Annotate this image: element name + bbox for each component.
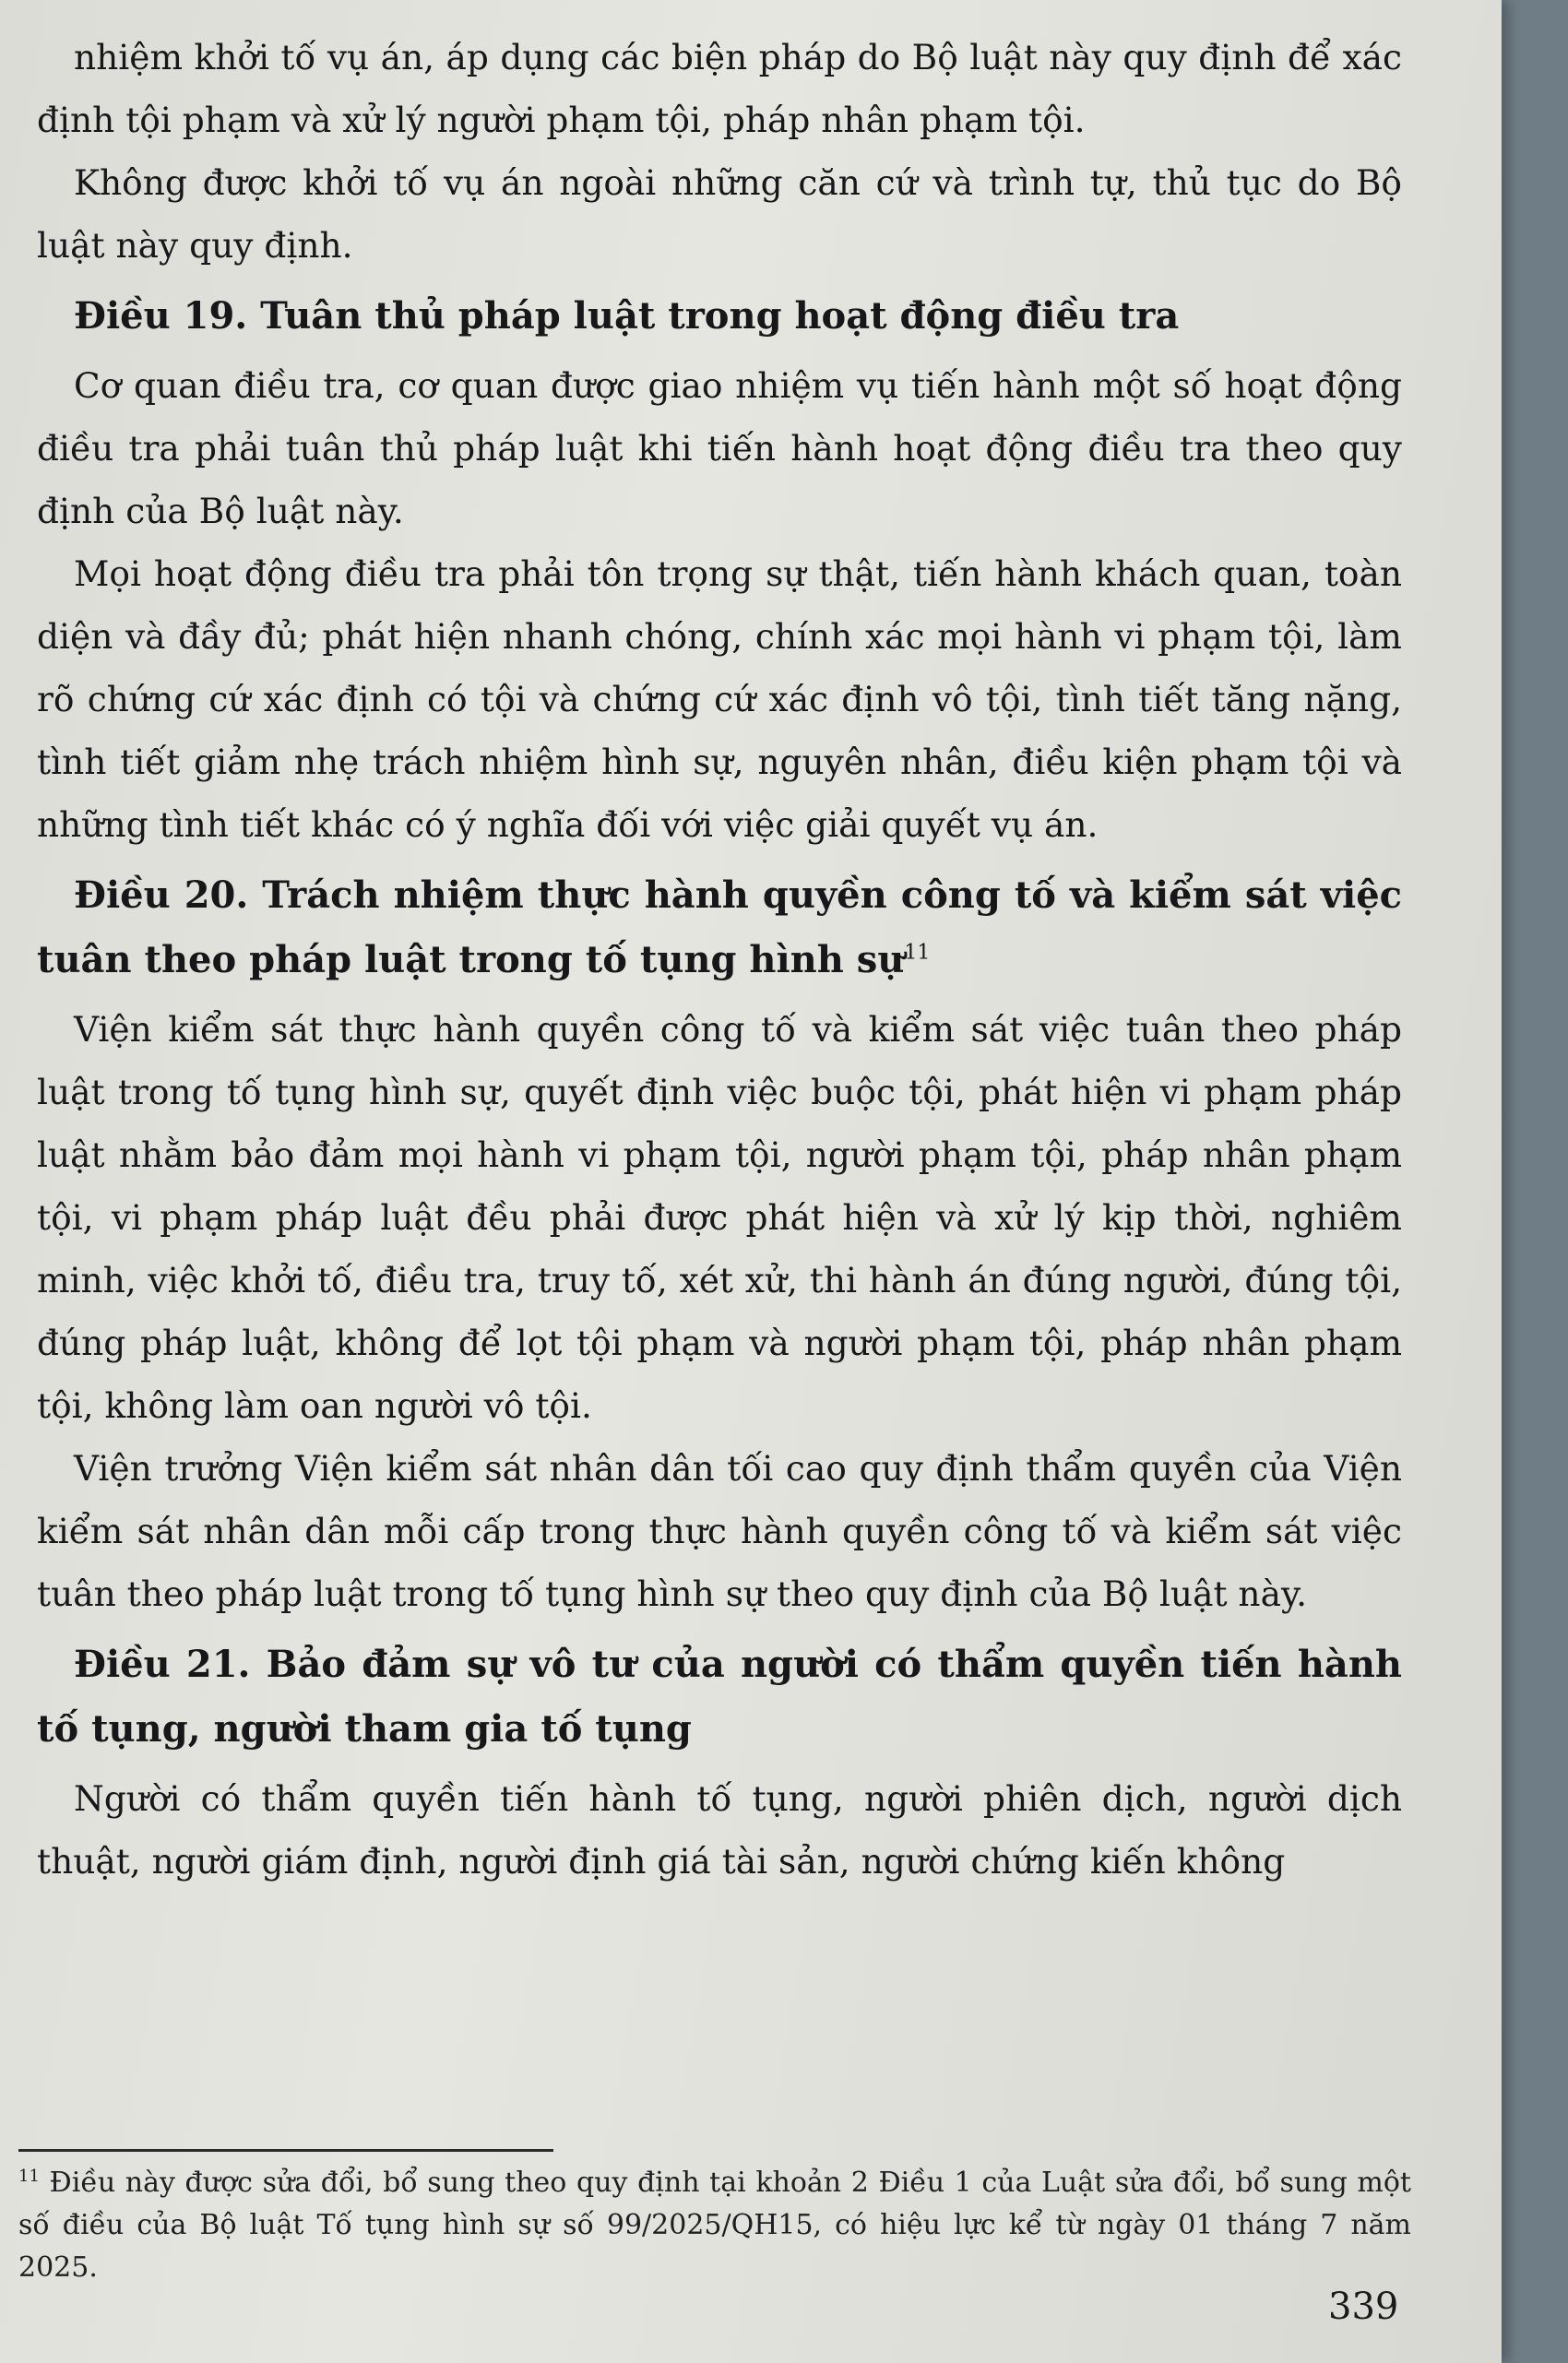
paragraph: nhiệm khởi tố vụ án, áp dụng các biện pháp do Bộ luật này quy định để xác định tội phạm và xử lý người phạm tội, pháp nhân phạm tội. (37, 37, 1402, 140)
paragraph: Mọi hoạt động điều tra phải tôn trọng sự thật, tiến hành khách quan, toàn diện và đầy đủ; phát hiện nhanh chóng, chính xác mọi hành vi phạm tội, làm rõ chứng cứ xác định có tội và chứng cứ xác định vô tội, tình tiết tăng nặng, tình tiết giảm nhẹ trách nhiệm hình sự, nguyên nhân, điều kiện phạm tội và những tình tiết khác có ý nghĩa đối với việc giải quyết vụ án. (37, 553, 1402, 845)
paragraph: Viện trưởng Viện kiểm sát nhân dân tối cao quy định thẩm quyền của Viện kiểm sát nhân dân mỗi cấp trong thực hành quyền công tố và kiểm sát việc tuân theo pháp luật trong tố tụng hình sự theo quy định của Bộ luật này. (37, 1448, 1402, 1614)
article-19-heading: Điều 19. Tuân thủ pháp luật trong hoạt động điều tra (74, 294, 1180, 338)
article-21-heading: Điều 21. Bảo đảm sự vô tư của người có thẩm quyền tiến hành tố tụng, người tham gia tố tụng (37, 1643, 1402, 1751)
article-20-heading-text: Điều 20. Trách nhiệm thực hành quyền công tố và kiểm sát việc tuân theo pháp luật trong tố tụng hình sự (37, 873, 1402, 981)
paragraph: Cơ quan điều tra, cơ quan được giao nhiệm vụ tiến hành một số hoạt động điều tra phải tuân thủ pháp luật khi tiến hành hoạt động điều tra theo quy định của Bộ luật này. (37, 365, 1402, 531)
footnote (18, 2162, 1411, 2289)
footnote-mark: 11 (18, 2167, 40, 2186)
article-20-heading (37, 863, 1402, 992)
paragraph: Viện kiểm sát thực hành quyền công tố và kiểm sát việc tuân theo pháp luật trong tố tụng hình sự, quyết định việc buộc tội, phát hiện vi phạm pháp luật nhằm bảo đảm mọi hành vi phạm tội, người phạm tội, pháp nhân phạm tội, vi phạm pháp luật đều phải được phát hiện và xử lý kịp thời, nghiêm minh, việc khởi tố, điều tra, truy tố, xét xử, thi hành án đúng người, đúng tội, đúng pháp luật, không để lọt tội phạm và người phạm tội, pháp nhân phạm tội, không làm oan người vô tội. (37, 1009, 1402, 1426)
footnote-text: Điều này được sửa đổi, bổ sung theo quy định tại khoản 2 Điều 1 của Luật sửa đổi, bổ sung một số điều của Bộ luật Tố tụng hình sự số 99/2025/QH15, có hiệu lực kể từ ngày 01 tháng 7 năm 2025. (18, 2167, 1411, 2284)
footnote-reference[interactable]: 11 (904, 941, 931, 965)
paragraph: Không được khởi tố vụ án ngoài những căn cứ và trình tự, thủ tục do Bộ luật này quy định. (37, 162, 1402, 266)
page-number: 339 (1328, 2286, 1399, 2328)
footnote-divider (18, 2149, 553, 2152)
page-body (37, 26, 1402, 1893)
paragraph: Người có thẩm quyền tiến hành tố tụng, người phiên dịch, người dịch thuật, người giám định, người định giá tài sản, người chứng kiến không (37, 1778, 1402, 1882)
